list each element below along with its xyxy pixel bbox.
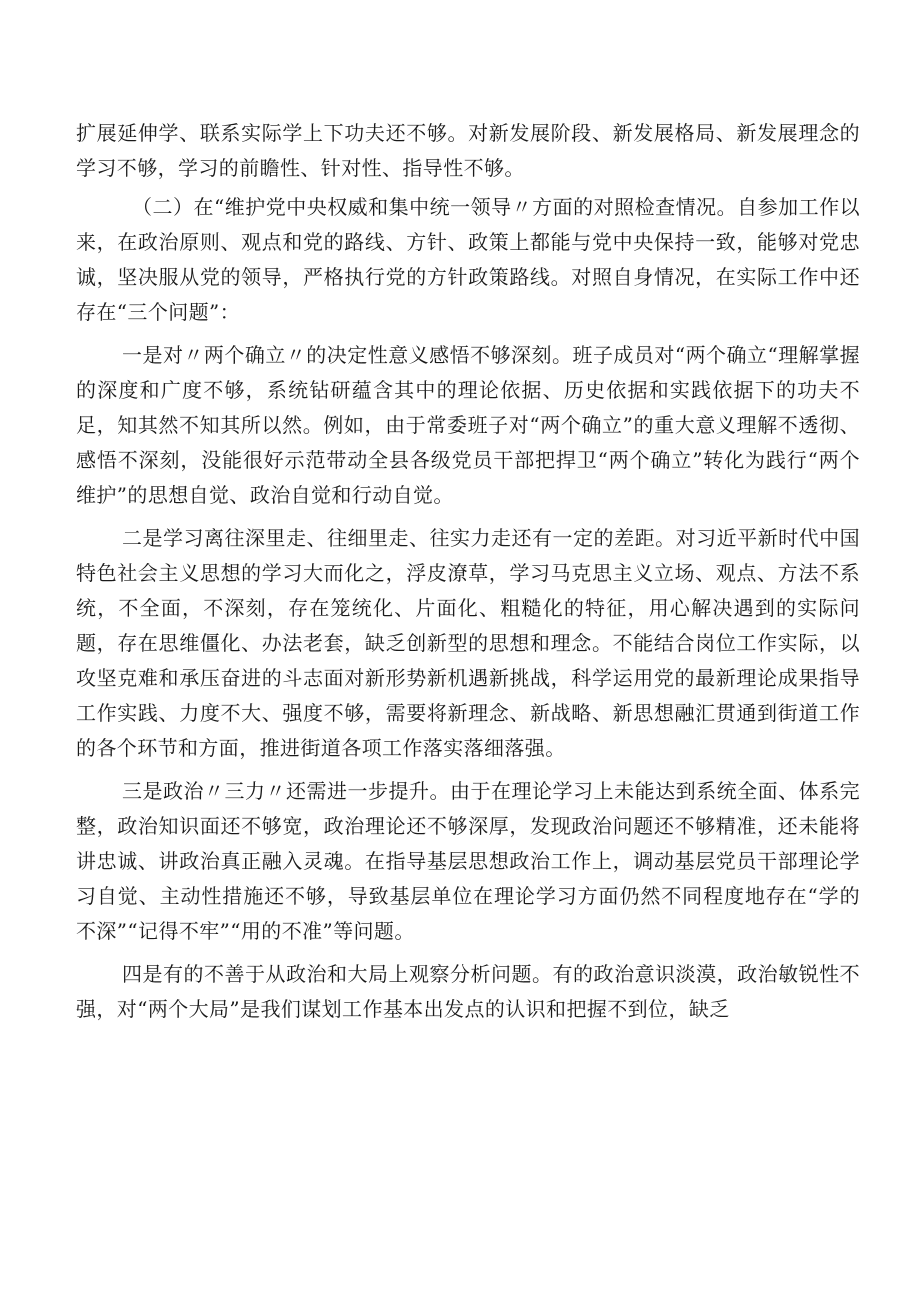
paragraph-6: 四是有的不善于从政治和大局上观察分析问题。有的政治意识淡漠，政治敏锐性不强，对“两个大局”是我们谋划工作基本出发点的认识和把握不到位，缺乏: [76, 962, 860, 1021]
paragraph-3: 一是对〃两个确立〃的决定性意义感悟不够深刻。班子成员对“两个确立“理解掌握的深度和广度不够，系统钻研蕴含其中的理论依据、历史依据和实践依据下的功夫不足，知其然不知其所以然。例如，由于常委班子对“两个确立”的重大意义理解不透彻、感悟不深刻，没能很好示范带动全县各级党员干部把捍卫“两个确立”转化为践行“两个维护”的思想自觉、政治自觉和行动自觉。: [76, 343, 860, 507]
paragraph-1: 扩展延伸学、联系实际学上下功夫还不够。对新发展阶段、新发展格局、新发展理念的学习不够，学习的前瞻性、针对性、指导性不够。: [76, 121, 860, 180]
paragraph-4: 二是学习离往深里走、往细里走、往实力走还有一定的差距。对习近平新时代中国特色社会主义思想的学习大而化之，浮皮潦草，学习马克思主义立场、观点、方法不系统，不全面，不深刻，存在笼统化、片面化、粗糙化的特征，用心解决遇到的实际问题，存在思维僵化、办法老套，缺乏创新型的思想和理念。不能结合岗位工作实际，以攻坚克难和承压奋进的斗志面对新形势新机遇新挑战，科学运用党的最新理论成果指导工作实践、力度不大、强度不够，需要将新理念、新战略、新思想融汇贯通到街道工作的各个环节和方面，推进街道各项工作落实落细落强。: [76, 526, 860, 760]
paragraph-2: （二）在“维护党中央权威和集中统一领导〃方面的对照检查情况。自参加工作以来，在政治原则、观点和党的路线、方针、政策上都能与党中央保持一致，能够对党忠诚，坚决服从党的领导，严格执行党的方针政策路线。对照自身情况，在实际工作中还存在“三个问题”：: [76, 195, 860, 324]
paragraph-5: 三是政治〃三力〃还需进一步提升。由于在理论学习上未能达到系统全面、体系完整，政治知识面还不够宽，政治理论还不够深厚，发现政治问题还不够精准，还未能将讲忠诚、讲政治真正融入灵魂。在指导基层思想政治工作上，调动基层党员干部理论学习自觉、主动性措施还不够，导致基层单位在理论学习方面仍然不同程度地存在“学的不深”“记得不牢”“用的不准”等问题。: [76, 779, 860, 943]
